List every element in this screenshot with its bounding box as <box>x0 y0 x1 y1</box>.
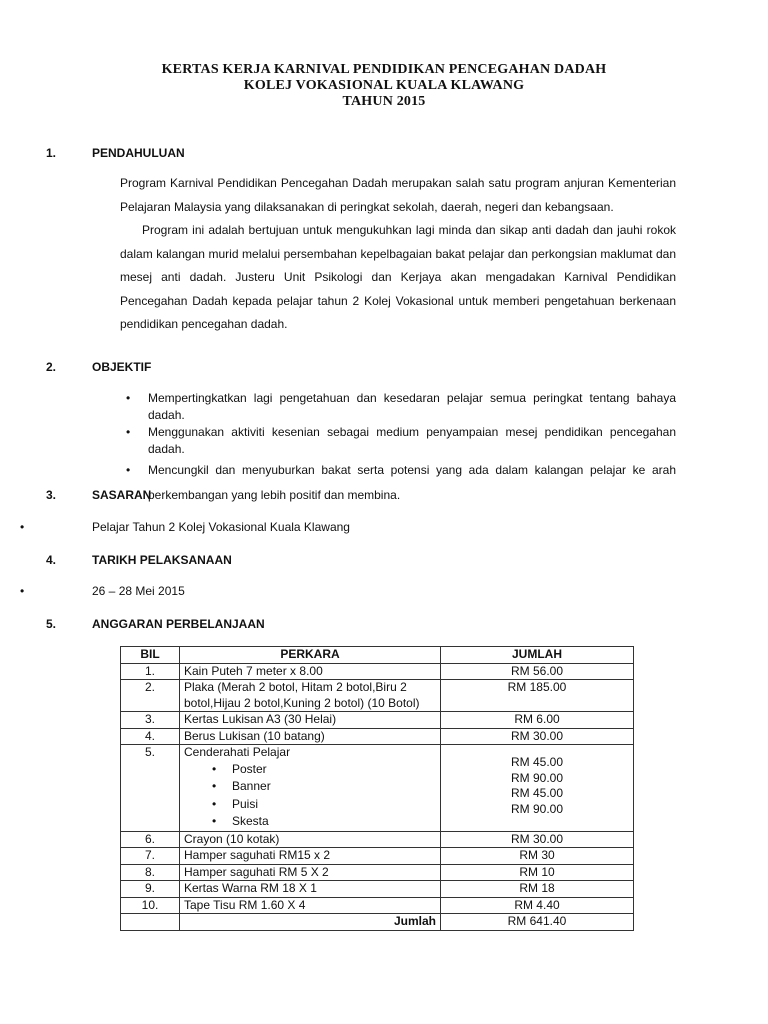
section-2-heading: OBJEKTIF <box>92 360 152 374</box>
section-3-bullet: • <box>20 520 25 534</box>
row-perkara: Kain Puteh 7 meter x 8.00 <box>180 663 441 680</box>
cenderahati-amount: RM 90.00 <box>510 770 564 785</box>
section-1-number: 1. <box>46 146 57 160</box>
cenderahati-item: • Banner <box>184 778 436 796</box>
table-row <box>121 745 634 832</box>
header-bil: BIL <box>121 647 180 664</box>
section-1-paragraph-2-text: Program ini adalah bertujuan untuk mengukuhkan lagi minda dan sikap anti dadah dan jauhi rokok dalam kalangan murid melalui persembahan kepelbagaian bakat pelajar dan perkongsian maklumat dan mesej anti dadah. Justeru Unit Psikologi dan Kerjaya akan mengadakan Karnival Pendidikan Pencegahan Dadah kepada pelajar tahun 2 Kolej Vokasional untuk memberi pengetahuan berkenaan pendidikan pencegahan dadah. <box>120 223 676 331</box>
cenderahati-item: • Skesta <box>184 813 436 831</box>
row-perkara: Hamper saguhati RM15 x 2 <box>180 848 441 865</box>
row-jumlah: RM 4.40 <box>441 897 634 914</box>
section-1-heading: PENDAHULUAN <box>92 146 185 160</box>
section-3-text: Pelajar Tahun 2 Kolej Vokasional Kuala Klawang <box>92 520 350 534</box>
row-bil: 7. <box>121 848 180 865</box>
total-bil-empty <box>121 914 180 931</box>
table-row <box>121 881 634 898</box>
cenderahati-list <box>184 761 436 831</box>
total-row <box>121 914 634 931</box>
objective-item: • Menggunakan aktiviti kesenian sebagai medium penyampaian mesej pendidikan pencegahan dadah. <box>126 424 676 458</box>
section-4-text: 26 – 28 Mei 2015 <box>92 584 185 598</box>
header-jumlah: JUMLAH <box>441 647 634 664</box>
row-jumlah: RM 18 <box>441 881 634 898</box>
row-bil: 3. <box>121 712 180 729</box>
cenderahati-amount: RM 45.00 <box>510 755 564 769</box>
row-bil: 8. <box>121 864 180 881</box>
section-5-heading: ANGGARAN PERBELANJAAN <box>92 617 265 631</box>
row-jumlah: RM 185.00 <box>441 680 634 712</box>
cenderahati-amount: RM 90.00 <box>510 801 564 816</box>
objective-item: • Mencungkil dan menyuburkan bakat serta potensi yang ada dalam kalangan pelajar ke arah perkembangan yang lebih positif dan membina. <box>126 458 676 508</box>
budget-table <box>120 646 634 931</box>
row-bil: 2. <box>121 680 180 712</box>
row-jumlah: RM 30 <box>441 848 634 865</box>
table-row <box>121 680 634 712</box>
section-1-paragraph-2 <box>120 219 676 337</box>
row-bil: 4. <box>121 728 180 745</box>
total-value: RM 641.40 <box>441 914 634 931</box>
section-4-bullet: • <box>20 584 25 598</box>
row-jumlah: RM 56.00 <box>441 663 634 680</box>
row-perkara: Tape Tisu RM 1.60 X 4 <box>180 897 441 914</box>
row-perkara: Kertas Warna RM 18 X 1 <box>180 881 441 898</box>
row-jumlah: RM 30.00 <box>441 728 634 745</box>
row-bil: 9. <box>121 881 180 898</box>
doc-title-line-1: KERTAS KERJA KARNIVAL PENDIDIKAN PENCEGAHAN DADAH <box>161 62 607 77</box>
row-bil: 10. <box>121 897 180 914</box>
row-jumlah: RM 10 <box>441 864 634 881</box>
row-jumlah: RM 6.00 <box>441 712 634 729</box>
row-perkara: Kertas Lukisan A3 (30 Helai) <box>180 712 441 729</box>
cenderahati-label: Cenderahati Pelajar <box>184 745 291 759</box>
objective-list <box>126 390 676 508</box>
cenderahati-item: • Puisi <box>184 796 436 814</box>
row-bil: 1. <box>121 663 180 680</box>
table-row <box>121 848 634 865</box>
row-perkara: Hamper saguhati RM 5 X 2 <box>180 864 441 881</box>
table-row <box>121 897 634 914</box>
table-row <box>121 864 634 881</box>
row-jumlah: RM 30.00 <box>441 831 634 848</box>
objective-item: • Mempertingkatkan lagi pengetahuan dan kesedaran pelajar semua peringkat tentang bahaya dadah. <box>126 390 676 424</box>
section-3-heading: SASARAN <box>92 488 152 502</box>
section-1-paragraph-1: Program Karnival Pendidikan Pencegahan Dadah merupakan salah satu program anjuran Kementerian Pelajaran Malaysia yang dilaksanakan di peringkat sekolah, daerah, negeri dan kebangsaan. <box>120 176 676 214</box>
budget-header-row <box>121 647 634 664</box>
row-perkara: Plaka (Merah 2 botol, Hitam 2 botol,Biru 2 botol,Hijau 2 botol,Kuning 2 botol) (10 Botol) <box>180 680 441 712</box>
section-5-number: 5. <box>46 617 57 631</box>
cenderahati-amounts <box>445 745 629 817</box>
section-4-heading: TARIKH PELAKSANAAN <box>92 553 232 567</box>
table-row <box>121 831 634 848</box>
section-3-number: 3. <box>46 488 57 502</box>
table-row <box>121 728 634 745</box>
doc-title-line-3: TAHUN 2015 <box>342 94 426 109</box>
section-4-number: 4. <box>46 553 57 567</box>
cenderahati-item: • Poster <box>184 761 436 779</box>
row-perkara-cenderahati <box>180 745 441 832</box>
row-bil: 6. <box>121 831 180 848</box>
row-perkara: Crayon (10 kotak) <box>180 831 441 848</box>
doc-title-line-2: KOLEJ VOKASIONAL KUALA KLAWANG <box>243 78 525 93</box>
row-perkara: Berus Lukisan (10 batang) <box>180 728 441 745</box>
table-row <box>121 712 634 729</box>
table-row <box>121 663 634 680</box>
total-label: Jumlah <box>180 914 441 931</box>
cenderahati-amount: RM 45.00 <box>510 786 564 800</box>
header-perkara: PERKARA <box>180 647 441 664</box>
row-jumlah-cenderahati <box>441 745 634 832</box>
section-2-number: 2. <box>46 360 57 374</box>
row-bil: 5. <box>121 745 180 832</box>
